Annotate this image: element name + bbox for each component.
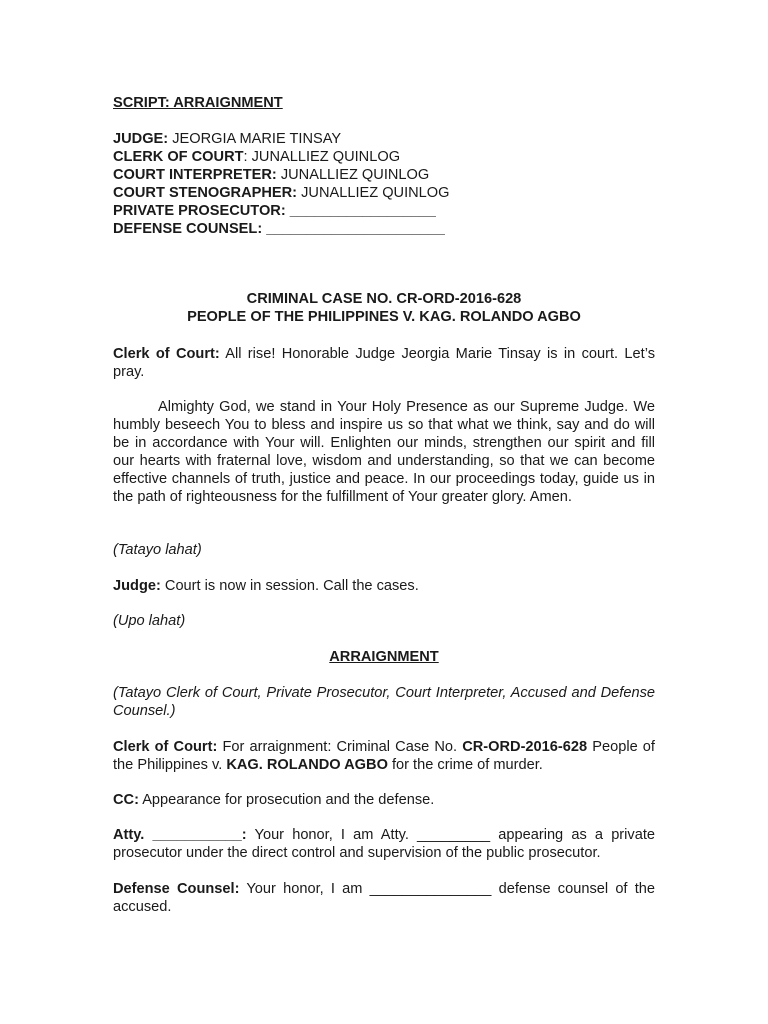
speaker-label: Judge: [113, 578, 161, 594]
atty-line [113, 826, 655, 862]
speaker-label: CC: [113, 792, 139, 808]
case-ref: CR-ORD-2016-628 [462, 739, 588, 755]
speech-text: Appearance for prosecution and the defense. [138, 792, 435, 808]
speech-text: Your honor, I am _______________ defense counsel of the accused. [113, 881, 655, 915]
role-clerk [113, 148, 400, 166]
cc-line [113, 791, 655, 809]
role-stenographer [113, 184, 450, 202]
stage-direction: (Upo lahat) [113, 613, 186, 629]
accused-name: KAG. ROLANDO AGBO [226, 757, 388, 773]
role-prosecutor [113, 202, 436, 220]
section-title: ARRAIGNMENT [329, 649, 439, 665]
judge-line [113, 577, 655, 595]
role-label: DEFENSE COUNSEL: ______________________ [113, 221, 445, 237]
role-value: JUNALLIEZ QUINLOG [297, 185, 450, 201]
speaker-label: Atty. ___________: [113, 827, 247, 843]
defense-line [113, 880, 655, 916]
role-value: : JUNALLIEZ QUINLOG [243, 149, 401, 165]
role-label: JUDGE: [113, 131, 169, 147]
role-value: JEORGIA MARIE TINSAY [168, 131, 342, 147]
speech-text: For arraignment: Criminal Case No. [217, 739, 463, 755]
case-number: CRIMINAL CASE NO. CR-ORD-2016-628 [246, 291, 522, 307]
speech-text: for the crime of murder. [387, 757, 543, 773]
speech-text: Your honor, I am Atty. _________ appearing as a private prosecutor under the direct control and supervision of the public prosecutor. [113, 827, 655, 861]
role-label: COURT STENOGRAPHER: [113, 185, 298, 201]
speech-text: All rise! Honorable Judge Jeorgia Marie Tinsay is in court. Let’s pray. [113, 346, 655, 380]
clerk-arraignment-line [113, 738, 655, 774]
speaker-label: Clerk of Court: [113, 346, 220, 362]
stage-direction: (Tatayo lahat) [113, 542, 202, 558]
speech-text: Court is now in session. Call the cases. [160, 578, 419, 594]
speech-text: People of the Philippines v. [113, 739, 655, 773]
script-title: SCRIPT: ARRAIGNMENT [113, 95, 283, 111]
role-label: CLERK OF COURT [113, 149, 244, 165]
role-label: COURT INTERPRETER: [113, 167, 277, 183]
role-defense [113, 220, 445, 238]
stage-direction: (Tatayo Clerk of Court, Private Prosecutor, Court Interpreter, Accused and Defense Counsel.) [113, 685, 655, 719]
speaker-label: Clerk of Court: [113, 739, 218, 755]
role-interpreter [113, 166, 429, 184]
role-value: JUNALLIEZ QUINLOG [276, 167, 430, 183]
speaker-label: Defense Counsel: [113, 881, 240, 897]
role-label: PRIVATE PROSECUTOR: __________________ [113, 203, 436, 219]
clerk-opening [113, 345, 655, 381]
case-title: PEOPLE OF THE PHILIPPINES V. KAG. ROLANDO AGBO [187, 309, 581, 325]
prayer-paragraph: Almighty God, we stand in Your Holy Presence as our Supreme Judge. We humbly beseech You to bless and inspire us so that what we think, say and do will be in accordance with Your will. Enlighten our minds, strengthen our spirit and fill our hearts with fraternal love, wisdom and understanding, so that we can become effective channels of truth, justice and peace. In our proceedings today, guide us in the path of righteousness for the fulfillment of Your greater glory. Amen. [113, 399, 655, 505]
role-judge [113, 130, 341, 148]
